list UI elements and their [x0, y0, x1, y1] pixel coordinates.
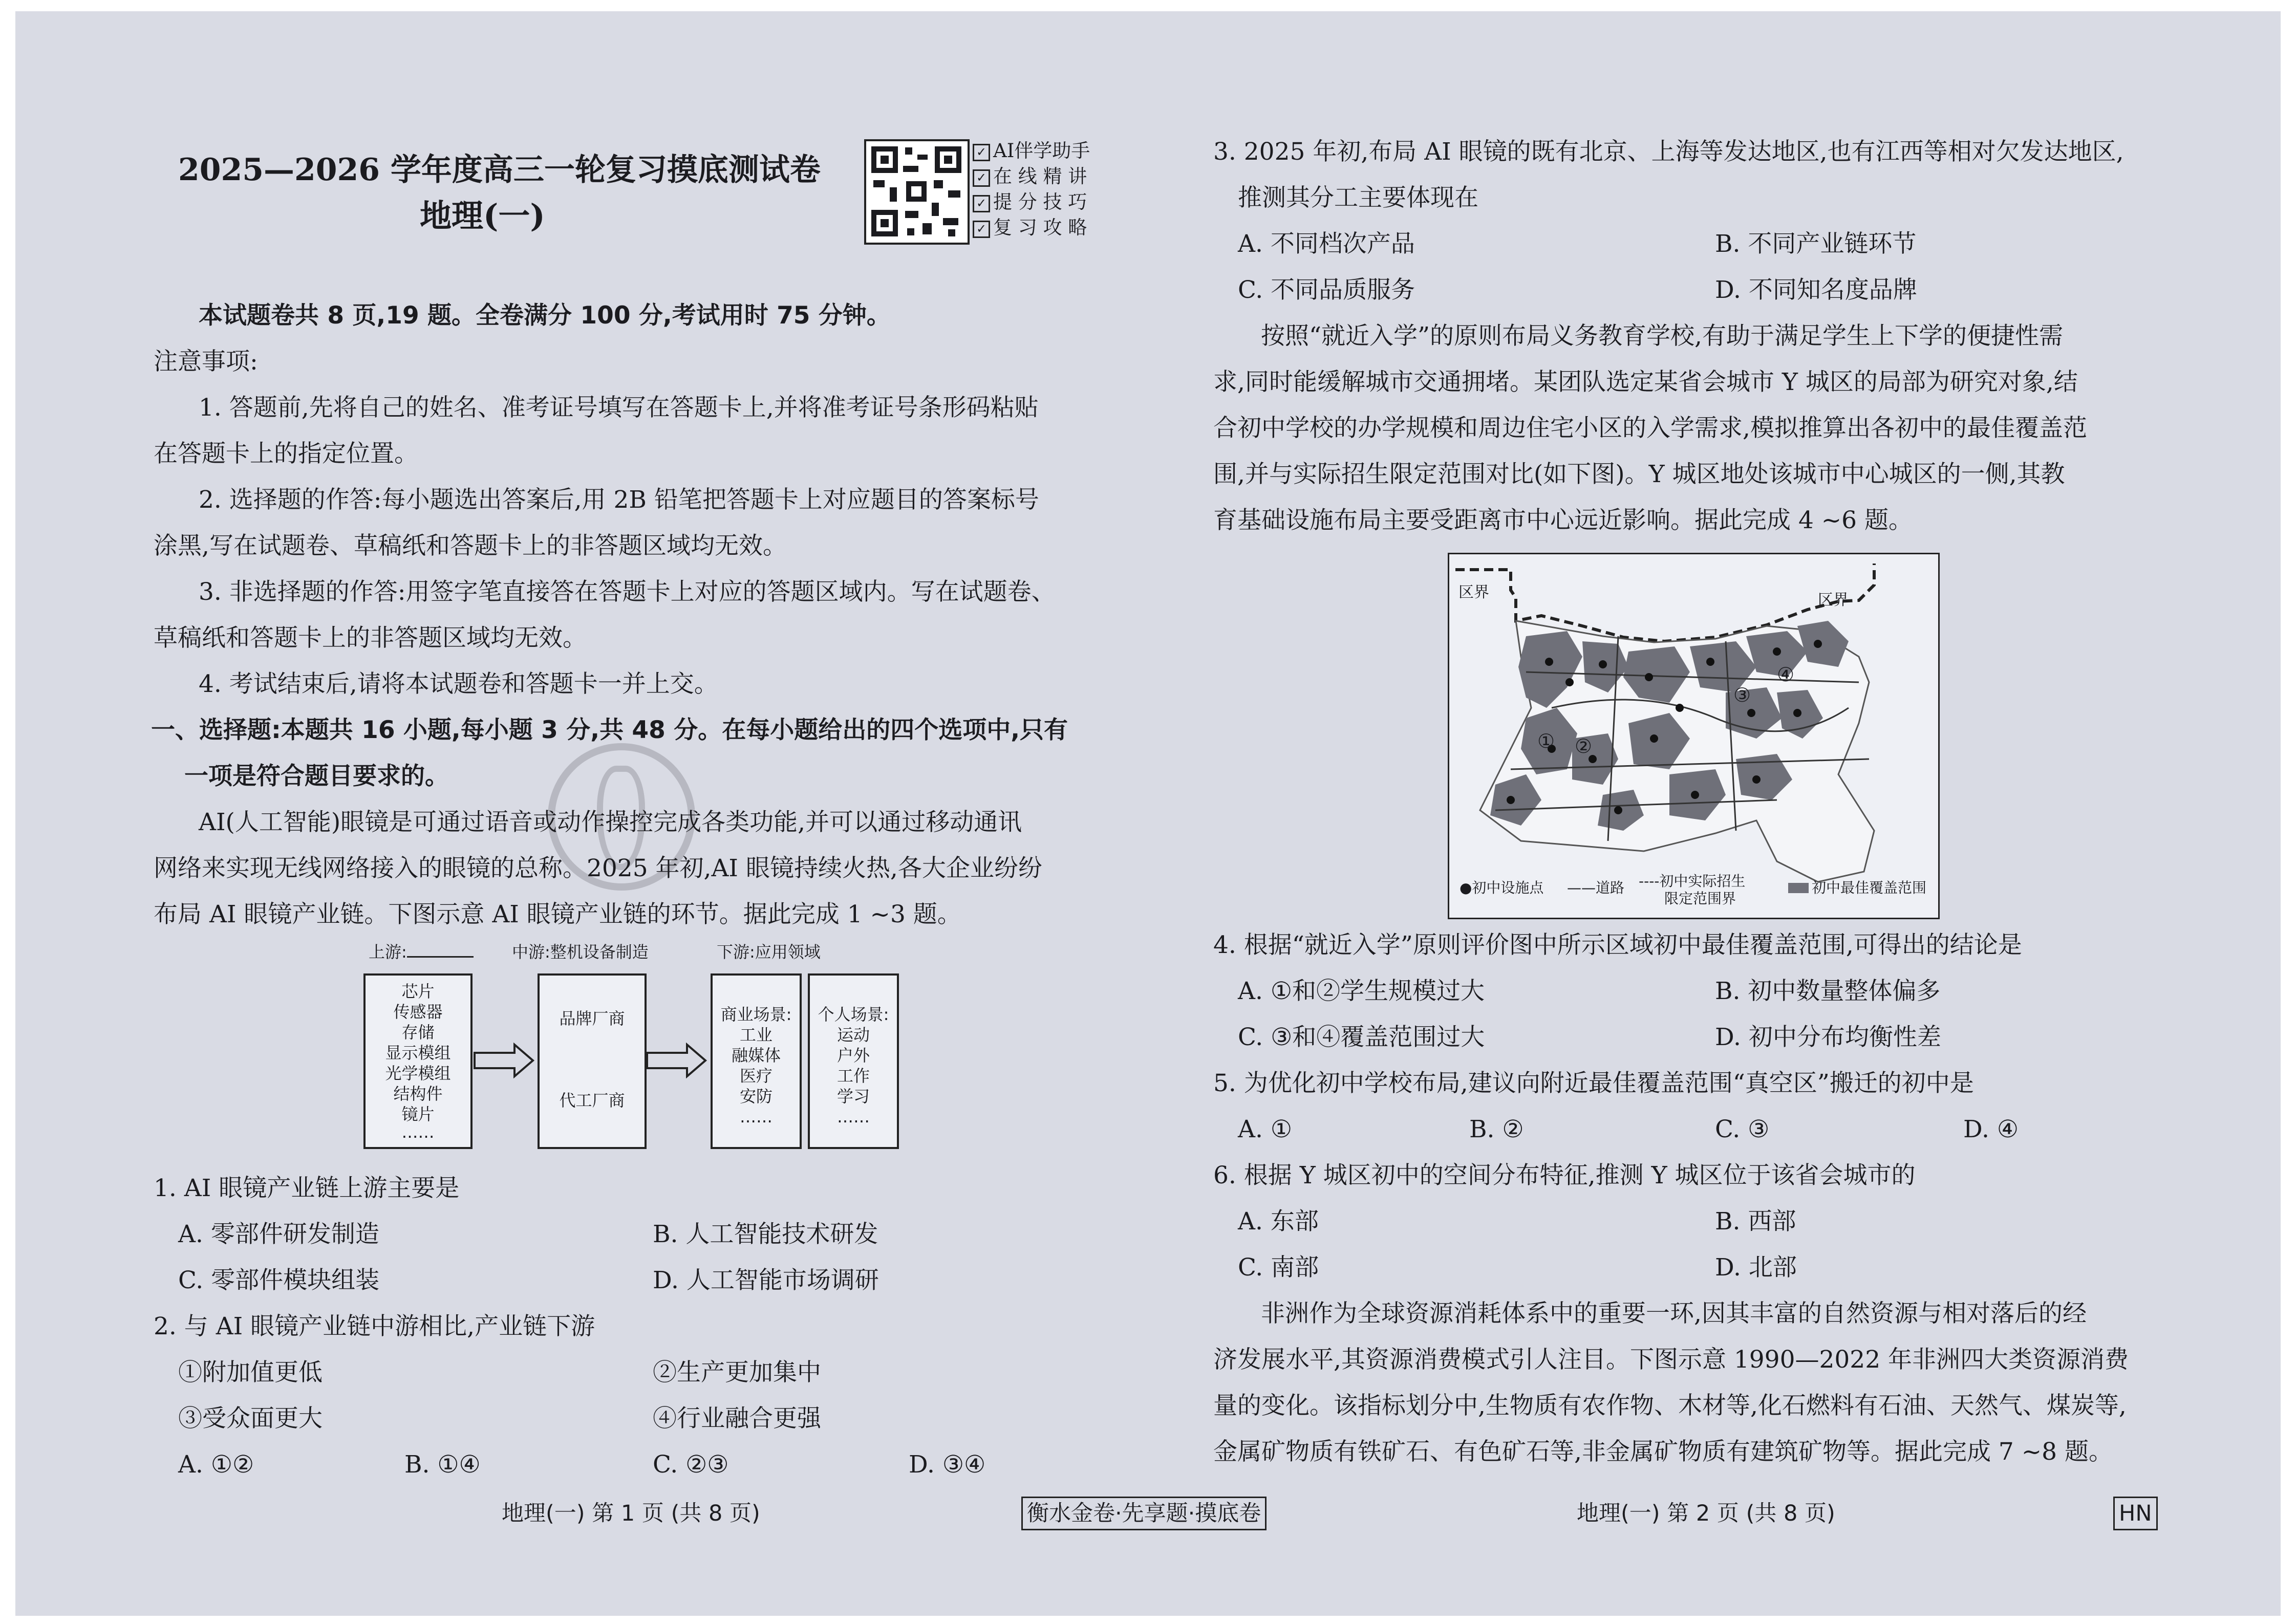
- legend-actual-range: [1639, 873, 1745, 907]
- q1-option-a[interactable]: A. 零部件研发制造: [178, 1220, 379, 1248]
- legend-best-coverage: 初中最佳覆盖范围: [1812, 879, 1927, 896]
- school-marker-2: ②: [1575, 735, 1593, 757]
- passage-line: 育基础设施布局主要受距离市中心远近影响。据此完成 4 ~6 题。: [1213, 506, 1913, 534]
- q3-option-a[interactable]: A. 不同档次产品: [1238, 230, 1415, 258]
- q2-statement-4: ④行业融合更强: [653, 1404, 821, 1433]
- feature-online-lecture: [973, 164, 1087, 189]
- passage-line: 围,并与实际招生限定范围对比(如下图)。Y 城区地处该城市中心城区的一侧,其教: [1213, 460, 2065, 488]
- page-two: [1172, 11, 2281, 1616]
- q4-option-b[interactable]: B. 初中数量整体偏多: [1715, 977, 1941, 1005]
- q4-option-c[interactable]: C. ③和④覆盖范围过大: [1238, 1023, 1485, 1051]
- exam-subject: 地理(一): [420, 197, 545, 234]
- q6-option-d[interactable]: D. 北部: [1715, 1253, 1797, 1282]
- personal-item: 学习: [836, 1087, 870, 1106]
- section-heading: 一、选择题:本题共 16 小题,每小题 3 分,共 48 分。在每小题给出的四个选项中,只有: [151, 716, 1068, 744]
- border-label-left: 区界: [1458, 583, 1489, 601]
- check-icon: ✓: [973, 221, 990, 238]
- feature-tips: [973, 189, 1087, 215]
- footer-region-code: HN: [2113, 1497, 2158, 1530]
- feature-review-guide: [973, 215, 1087, 241]
- notice-line: 1. 答题前,先将自己的姓名、准考证号填写在答题卡上,并将准考证号条形码粘贴: [199, 394, 1039, 422]
- notice-title: 注意事项:: [154, 348, 258, 376]
- question-1-stem: 1. AI 眼镜产业链上游主要是: [154, 1174, 460, 1202]
- page-one: [15, 11, 1172, 1616]
- q3-option-b[interactable]: B. 不同产业链环节: [1715, 230, 1917, 258]
- school-marker-4: ④: [1777, 663, 1795, 686]
- personal-item: 户外: [836, 1046, 870, 1065]
- footer-page-2: 地理(一) 第 2 页 (共 8 页): [1577, 1501, 1835, 1526]
- q2-option-c[interactable]: C. ②③: [653, 1450, 729, 1479]
- business-item: 商业场景:: [720, 1005, 792, 1024]
- legend-actual-range-l1: ----初中实际招生: [1639, 873, 1746, 890]
- q5-option-d[interactable]: D. ④: [1963, 1115, 2019, 1143]
- notice-line: 在答题卡上的指定位置。: [154, 440, 418, 468]
- legend-road: ——道路: [1567, 879, 1625, 896]
- exam-summary: 本试题卷共 8 页,19 题。全卷满分 100 分,考试用时 75 分钟。: [199, 301, 891, 330]
- midstream-item: 代工厂商: [559, 1091, 625, 1110]
- upstream-item: 存储: [401, 1023, 435, 1042]
- q2-option-d[interactable]: D. ③④: [909, 1450, 986, 1479]
- q2-statement-3: ③受众面更大: [178, 1404, 323, 1433]
- q6-option-a[interactable]: A. 东部: [1238, 1207, 1319, 1236]
- school-marker-1: ①: [1537, 730, 1555, 752]
- passage-line: 量的变化。该指标划分中,生物质有农作物、木材等,化石燃料有石油、天然气、煤炭等,: [1213, 1392, 2127, 1420]
- passage-line: 合初中学校的办学规模和周边住宅小区的入学需求,模拟推算出各初中的最佳覆盖范: [1213, 414, 2087, 442]
- blank-line: [407, 956, 474, 958]
- passage-line: 网络来实现无线网络接入的眼镜的总称。2025 年初,AI 眼镜持续火热,各大企业纷纷: [154, 854, 1042, 882]
- question-2-stem: 2. 与 AI 眼镜产业链中游相比,产业链下游: [154, 1312, 595, 1340]
- check-icon: ✓: [973, 144, 990, 161]
- exam-sheet: [15, 11, 2281, 1616]
- upstream-label-text: 上游:: [369, 942, 407, 962]
- midstream-item: 品牌厂商: [559, 1009, 625, 1028]
- downstream-label: 下游:应用领域: [717, 942, 821, 962]
- personal-item: 个人场景:: [818, 1005, 889, 1024]
- q2-statement-2: ②生产更加集中: [653, 1358, 821, 1387]
- section-heading-cont: 一项是符合题目要求的。: [184, 762, 449, 790]
- legend-school: ●初中设施点: [1460, 879, 1544, 896]
- q3-option-d[interactable]: D. 不同知名度品牌: [1715, 276, 1917, 304]
- passage-line: 求,同时能缓解城市交通拥堵。某团队选定某省会城市 Y 城区的局部为研究对象,结: [1213, 368, 2078, 396]
- business-item: 融媒体: [731, 1046, 781, 1065]
- personal-item: 工作: [836, 1066, 870, 1086]
- passage-line: 金属矿物质有铁矿石、有色矿石等,非金属矿物质有建筑矿物等。据此完成 7 ~8 题。: [1213, 1438, 2113, 1466]
- feature-label: 在 线 精 讲: [993, 165, 1087, 187]
- q5-option-a[interactable]: A. ①: [1238, 1115, 1292, 1143]
- legend-coverage-swatch: [1788, 883, 1809, 893]
- notice-line: 草稿纸和答题卡上的非答题区域均无效。: [154, 624, 587, 652]
- q1-option-b[interactable]: B. 人工智能技术研发: [653, 1220, 878, 1248]
- upstream-item: 芯片: [401, 982, 435, 1001]
- check-icon: ✓: [973, 195, 990, 212]
- q4-option-a[interactable]: A. ①和②学生规模过大: [1238, 977, 1485, 1005]
- upstream-item: 显示模组: [385, 1043, 451, 1063]
- upstream-item: 光学模组: [385, 1064, 451, 1083]
- midstream-label: 中游:整机设备制造: [512, 942, 649, 962]
- arrow-icon: [646, 1043, 707, 1078]
- border-label-right: 区界: [1818, 591, 1849, 609]
- upstream-label: [369, 942, 474, 962]
- q2-option-a[interactable]: A. ①②: [178, 1450, 254, 1479]
- q5-option-b[interactable]: B. ②: [1469, 1115, 1524, 1143]
- question-3-stem: 3. 2025 年初,布局 AI 眼镜的既有北京、上海等发达地区,也有江西等相对欠发达地区,: [1213, 138, 2124, 166]
- passage-line: AI(人工智能)眼镜是可通过语音或动作操控完成各类功能,并可以通过移动通讯: [199, 808, 1022, 836]
- feature-label: 复 习 攻 略: [993, 216, 1087, 239]
- personal-item: 运动: [836, 1025, 870, 1045]
- q4-option-d[interactable]: D. 初中分布均衡性差: [1715, 1023, 1941, 1051]
- qr-code-icon[interactable]: [864, 139, 970, 245]
- footer-page-1: 地理(一) 第 1 页 (共 8 页): [502, 1501, 760, 1526]
- q6-option-b[interactable]: B. 西部: [1715, 1207, 1796, 1236]
- q2-statement-1: ①附加值更低: [178, 1358, 323, 1387]
- map-drawing: [1449, 554, 1938, 918]
- upstream-item: 镜片: [401, 1105, 435, 1124]
- notice-line: 4. 考试结束后,请将本试题卷和答题卡一并上交。: [199, 670, 718, 698]
- question-6-stem: 6. 根据 Y 城区初中的空间分布特征,推测 Y 城区位于该省会城市的: [1213, 1161, 1916, 1189]
- feature-ai-assistant: [973, 138, 1090, 164]
- business-item: 安防: [739, 1087, 773, 1106]
- upstream-item: 传感器: [393, 1002, 443, 1022]
- business-item: 工业: [739, 1025, 773, 1045]
- business-item: 医疗: [739, 1066, 773, 1086]
- q5-option-c[interactable]: C. ③: [1715, 1115, 1770, 1143]
- notice-line: 2. 选择题的作答:每小题选出答案后,用 2B 铅笔把答题卡上对应题目的答案标号: [199, 486, 1039, 514]
- exam-title: 2025—2026 学年度高三一轮复习摸底测试卷: [178, 152, 821, 188]
- q6-option-c[interactable]: C. 南部: [1238, 1253, 1319, 1282]
- footer-brand: 衡水金卷·先享题·摸底卷: [1021, 1497, 1267, 1530]
- q1-option-d[interactable]: D. 人工智能市场调研: [653, 1266, 879, 1294]
- notice-line: 涂黑,写在试题卷、草稿纸和答题卡上的非答题区域均无效。: [154, 532, 787, 560]
- legend-actual-range-l2: 限定范围界: [1664, 890, 1736, 907]
- feature-label: 提 分 技 巧: [993, 191, 1087, 213]
- passage-line: 济发展水平,其资源消费模式引人注目。下图示意 1990—2022 年非洲四大类资源消费: [1213, 1346, 2129, 1374]
- school-coverage-map: [1448, 553, 1940, 919]
- question-4-stem: 4. 根据“就近入学”原则评价图中所示区域初中最佳覆盖范围,可得出的结论是: [1213, 931, 2022, 959]
- business-item: ……: [740, 1107, 773, 1127]
- upstream-item: ……: [401, 1122, 435, 1142]
- passage-line: 非洲作为全球资源消耗体系中的重要一环,因其丰富的自然资源与相对落后的经: [1261, 1300, 2087, 1328]
- q2-option-b[interactable]: B. ①④: [404, 1450, 481, 1479]
- arrow-icon: [474, 1043, 535, 1078]
- feature-label: AI伴学助手: [993, 140, 1090, 162]
- q3-option-c[interactable]: C. 不同品质服务: [1238, 276, 1415, 304]
- school-marker-3: ③: [1733, 684, 1751, 706]
- question-5-stem: 5. 为优化初中学校布局,建议向附近最佳覆盖范围“真空区”搬迁的初中是: [1213, 1069, 1974, 1097]
- personal-item: ……: [837, 1107, 870, 1127]
- check-icon: ✓: [973, 169, 990, 187]
- passage-line: 按照“就近入学”的原则布局义务教育学校,有助于满足学生上下学的便捷性需: [1261, 322, 2063, 350]
- notice-line: 3. 非选择题的作答:用签字笔直接答在答题卡上对应的答题区域内。写在试题卷、: [199, 578, 1056, 606]
- upstream-item: 结构件: [393, 1084, 443, 1103]
- question-3-stem-cont: 推测其分工主要体现在: [1238, 184, 1478, 212]
- midstream-box: [538, 973, 647, 1149]
- q1-option-c[interactable]: C. 零部件模块组装: [178, 1266, 380, 1294]
- passage-line: 布局 AI 眼镜产业链。下图示意 AI 眼镜产业链的环节。据此完成 1 ~3 题。: [154, 900, 961, 928]
